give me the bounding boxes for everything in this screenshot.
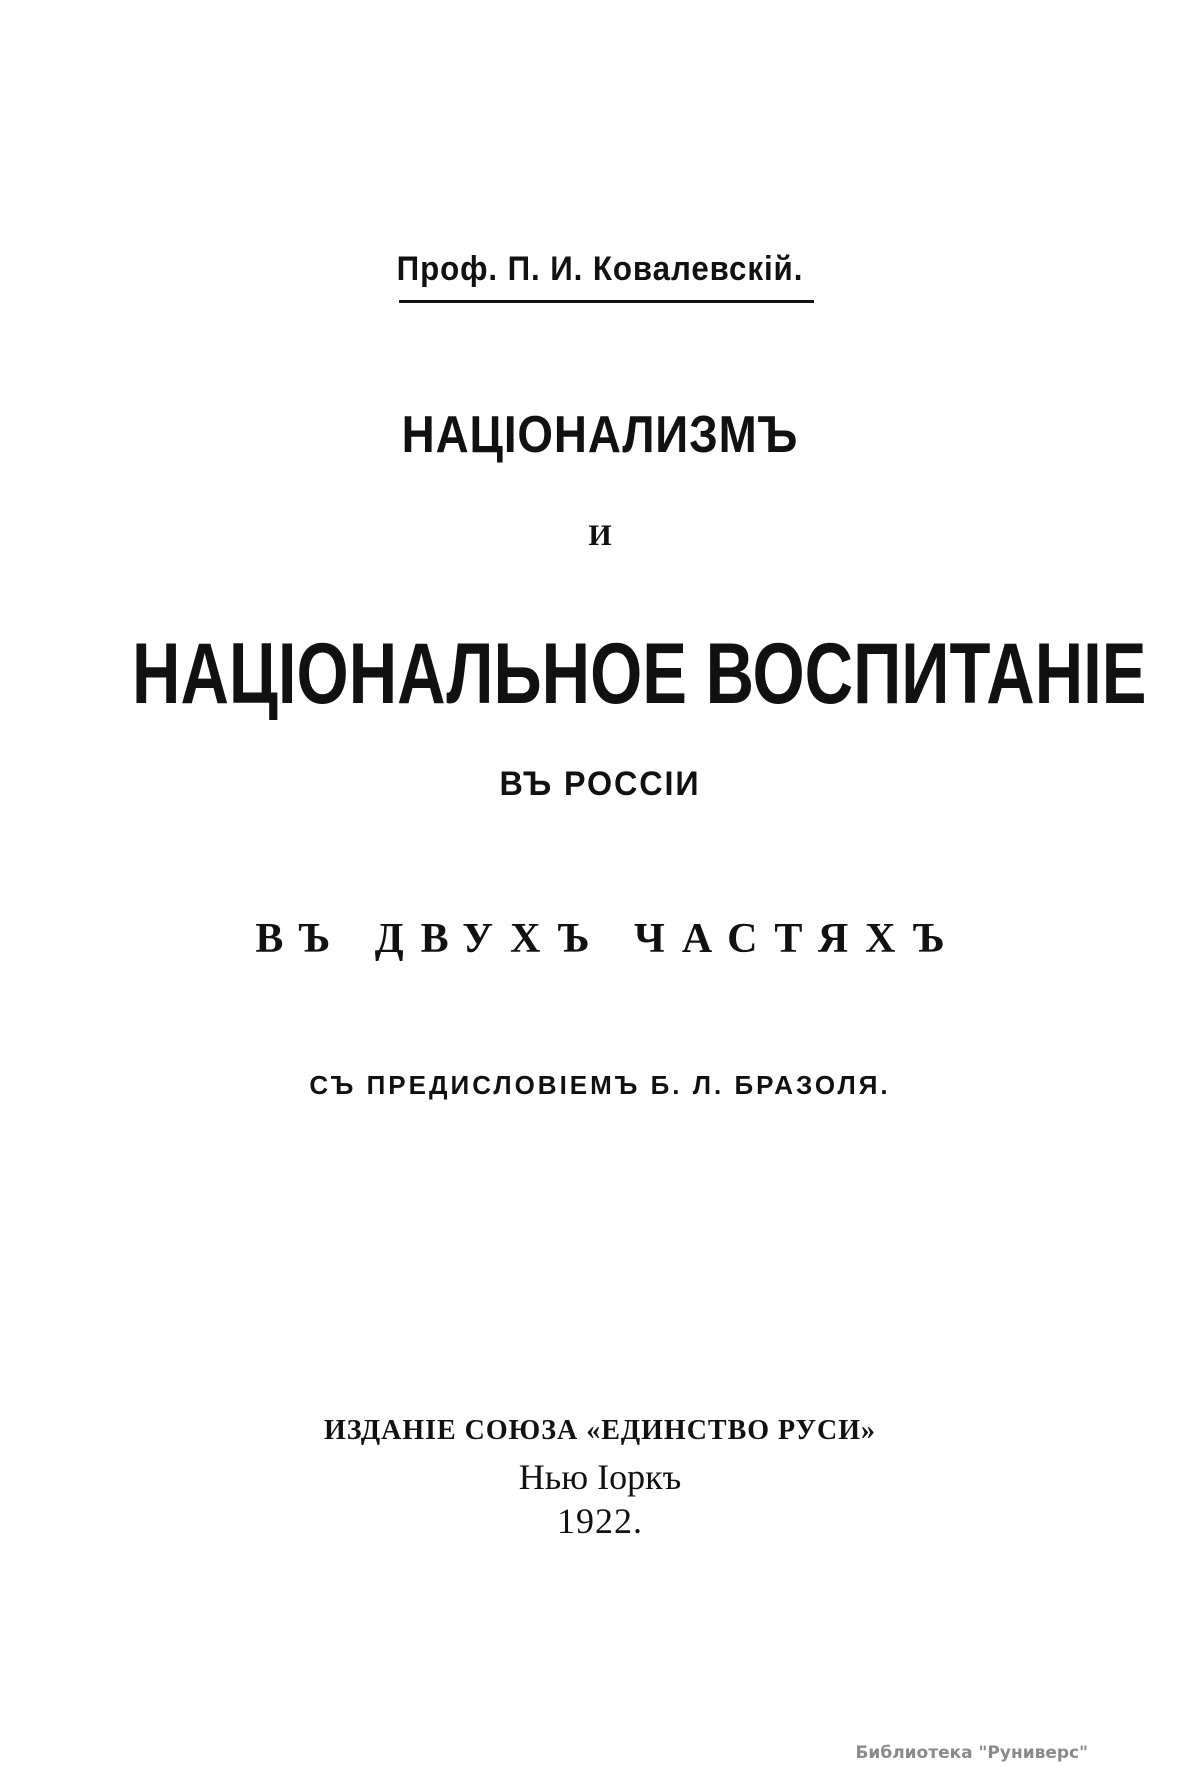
preface-note: СЪ ПРЕДИСЛОВІЕМЪ Б. Л. БРАЗОЛЯ. [309,1070,891,1100]
author-name: Проф. П. И. Ковалевскій. [396,250,804,288]
subtitle: ВЪ РОССІИ [499,765,701,803]
title-line-2: НАЦІОНАЛЬНОЕ ВОСПИТАНІЕ [132,626,1147,722]
title-conjunction: И [588,519,612,552]
parts-note: ВЪ ДВУХЪ ЧАСТЯХЪ [255,916,962,962]
author-underline [399,300,814,303]
publication-city: Нью Іоркъ [518,1457,682,1497]
library-watermark: Библиотека "Руниверс" [855,1743,1088,1763]
publication-year: 1922. [557,1501,643,1541]
publisher: ИЗДАНІЕ СОЮЗА «ЕДИНСТВО РУСИ» [323,1415,877,1446]
title-line-1: НАЦІОНАЛИЗМЪ [401,406,799,464]
